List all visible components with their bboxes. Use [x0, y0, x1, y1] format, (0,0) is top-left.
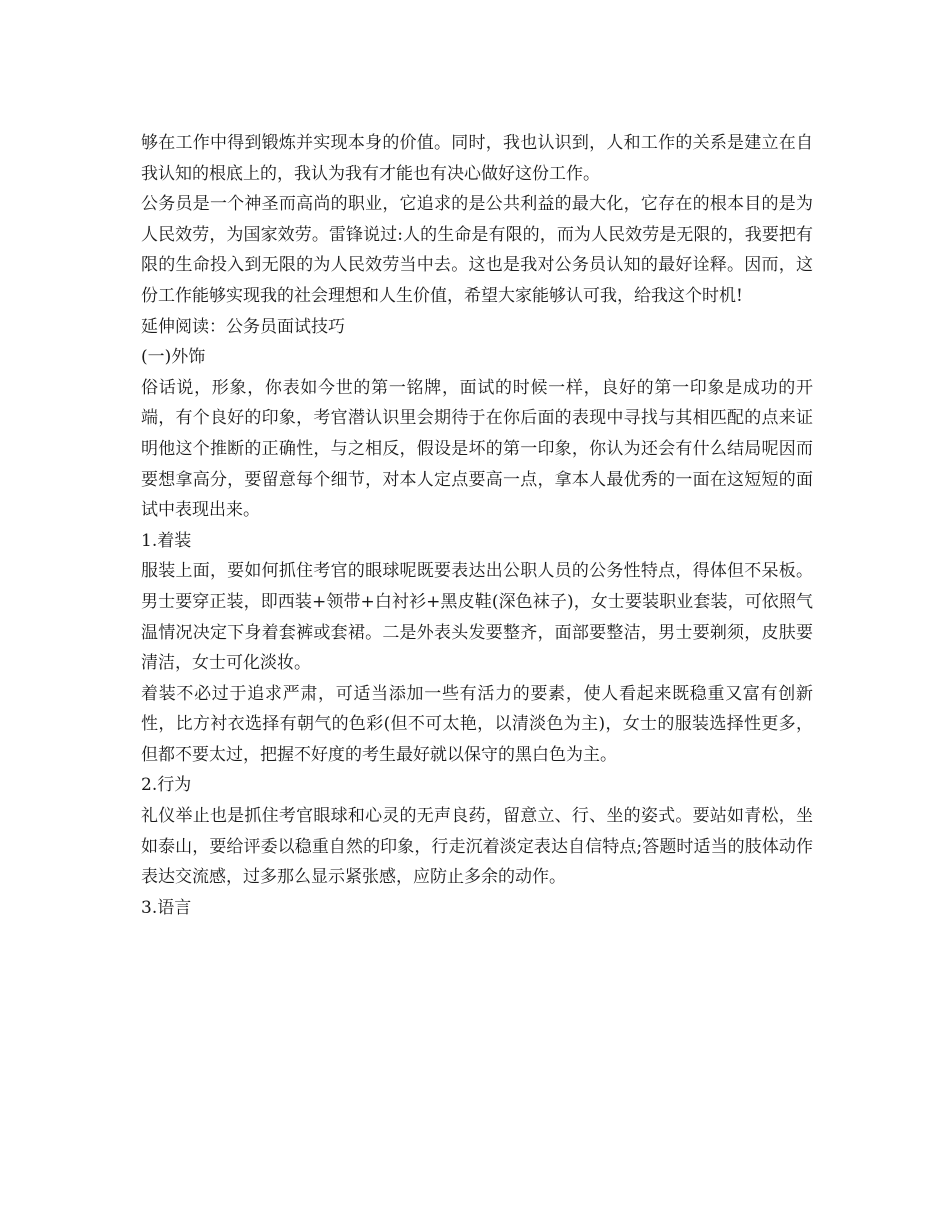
paragraph-dress-style: 着装不必过于追求严肃，可适当添加一些有活力的要素，使人看起来既稳重又富有创新性，比方衬衣选择有朝气的色彩(但不可太艳，以清淡色为主)，女士的服装选择性更多，但都不要太过，把握不好度的考生最好就以保守的黑白色为主。 [141, 683, 813, 765]
heading-language: 3.语言 [141, 897, 192, 918]
heading-behavior: 2.行为 [141, 775, 192, 796]
heading-extended-reading: 延伸阅读：公务员面试技巧 [141, 316, 345, 337]
paragraph-continuation: 够在工作中得到锻炼并实现本身的价值。同时，我也认识到，人和工作的关系是建立在自我认知的根底上的，我认为我有才能也有决心做好这份工作。 [141, 133, 813, 184]
document-page [141, 128, 813, 923]
paragraph-civil-servant: 公务员是一个神圣而高尚的职业，它追求的是公共利益的最大化，它存在的根本目的是为人民效劳，为国家效劳。雷锋说过:人的生命是有限的，而为人民效劳是无限的，我要把有限的生命投入到无限的为人民效劳当中去。这也是我对公务员认知的最好诠释。因而，这份工作能够实现我的社会理想和人生价值，希望大家能够认可我，给我这个时机! [141, 194, 813, 306]
paragraph-first-impression: 俗话说，形象，你表如今世的第一铭牌，面试的时候一样，良好的第一印象是成功的开端，有个良好的印象，考官潜认识里会期待于在你后面的表现中寻找与其相匹配的点来证明他这个推断的正确性，与之相反，假设是坏的第一印象，你认为还会有什么结局呢因而要想拿高分，要留意每个细节，对本人定点要高一点，拿本人最优秀的一面在这短短的面试中表现出来。 [141, 377, 813, 521]
paragraph-manners: 礼仪举止也是抓住考官眼球和心灵的无声良药，留意立、行、坐的姿式。要站如青松，坐如泰山，要给评委以稳重自然的印象，行走沉着淡定表达自信特点;答题时适当的肢体动作表达交流感，过多那么显示紧张感，应防止多余的动作。 [141, 806, 813, 888]
heading-appearance: (一)外饰 [141, 347, 206, 368]
heading-dress: 1.着装 [141, 530, 192, 551]
paragraph-dress-code: 服装上面，要如何抓住考官的眼球呢既要表达出公职人员的公务性特点，得体但不呆板。男士要穿正装，即西装+领带+白衬衫+黑皮鞋(深色袜子)，女士要装职业套装，可依照气温情况决定下身着套裤或套裙。二是外表头发要整齐，面部要整洁，男士要剃须，皮肤要清洁，女士可化淡妆。 [141, 561, 813, 674]
